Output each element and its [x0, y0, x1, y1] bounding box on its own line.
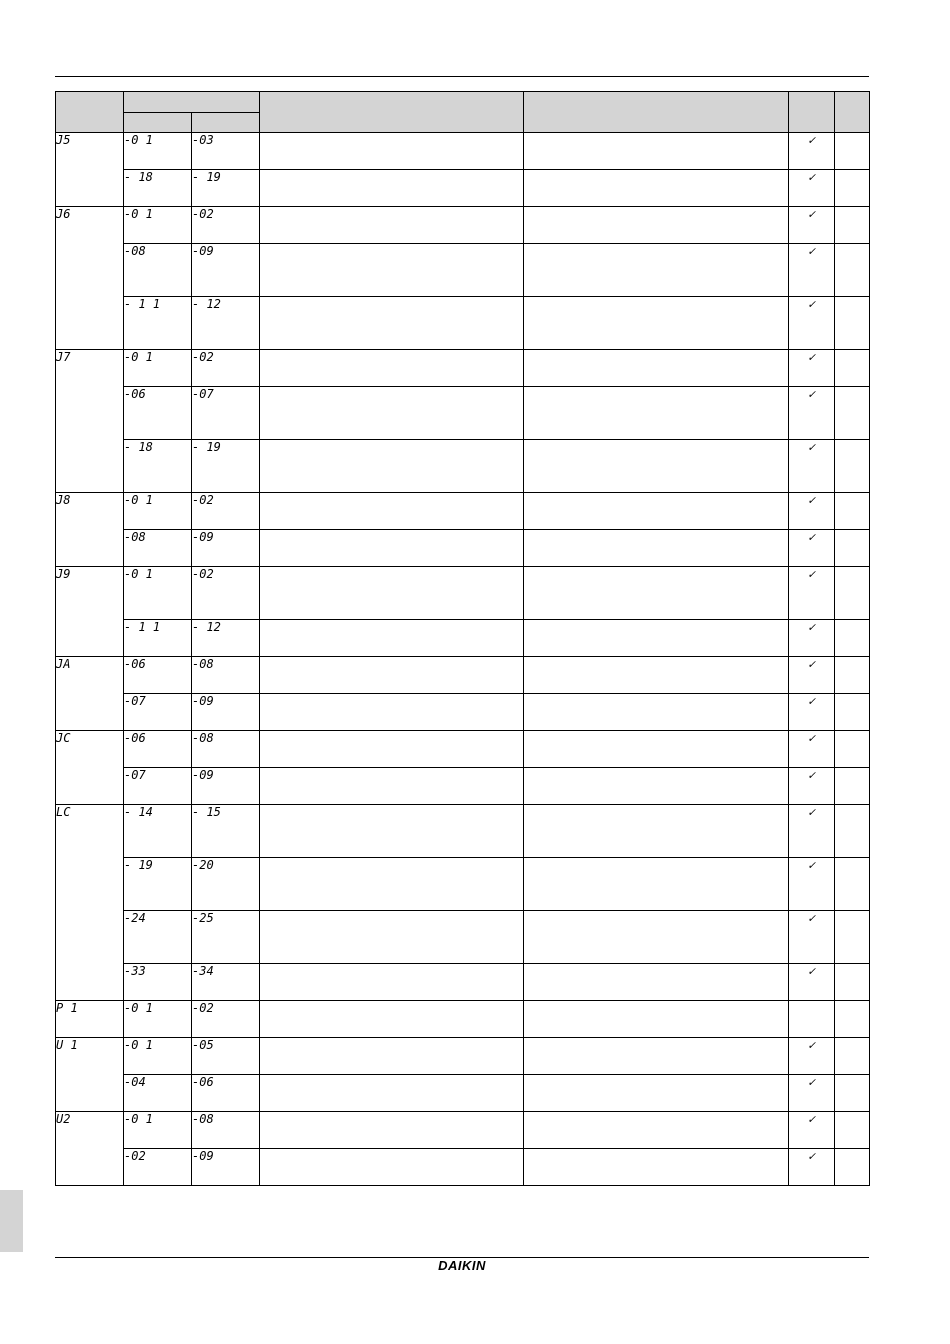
trigger-cell — [524, 244, 789, 297]
sub-code-from-cell: -08 — [124, 244, 192, 297]
description-cell — [260, 207, 524, 244]
header-sub-code-from — [124, 113, 192, 133]
sub-code-to-cell: - 15 — [192, 805, 260, 858]
description-cell — [260, 133, 524, 170]
check-cell — [789, 297, 835, 350]
description-cell — [260, 350, 524, 387]
check-cell — [789, 911, 835, 964]
trigger-cell — [524, 1075, 789, 1112]
trigger-cell — [524, 731, 789, 768]
table-row — [56, 805, 870, 858]
trigger-cell — [524, 858, 789, 911]
description-cell — [260, 244, 524, 297]
table-row — [56, 387, 870, 440]
description-cell — [260, 858, 524, 911]
extra-cell — [835, 133, 870, 170]
extra-cell — [835, 207, 870, 244]
sub-code-from-cell: -06 — [124, 731, 192, 768]
check-cell — [789, 440, 835, 493]
main-code-cell: J8 — [56, 493, 124, 567]
check-mark-icon: ✓ — [807, 768, 816, 782]
check-cell — [789, 805, 835, 858]
check-cell — [789, 530, 835, 567]
table-row — [56, 964, 870, 1001]
check-cell — [789, 170, 835, 207]
sub-code-from-cell: -07 — [124, 694, 192, 731]
trigger-cell — [524, 207, 789, 244]
sub-code-from-cell: -33 — [124, 964, 192, 1001]
table-row — [56, 133, 870, 170]
extra-cell — [835, 805, 870, 858]
daikin-logo: DAIKIN — [438, 1258, 486, 1273]
sub-code-to-cell: - 12 — [192, 297, 260, 350]
table-row — [56, 170, 870, 207]
main-code-cell: J9 — [56, 567, 124, 657]
extra-cell — [835, 694, 870, 731]
table-row — [56, 620, 870, 657]
extra-cell — [835, 964, 870, 1001]
main-code-cell: P 1 — [56, 1001, 124, 1038]
trigger-cell — [524, 768, 789, 805]
description-cell — [260, 1149, 524, 1186]
trigger-cell — [524, 567, 789, 620]
trigger-cell — [524, 133, 789, 170]
table-row — [56, 1112, 870, 1149]
extra-cell — [835, 911, 870, 964]
check-mark-icon: ✓ — [807, 858, 816, 872]
sub-code-to-cell: -06 — [192, 1075, 260, 1112]
check-cell — [789, 964, 835, 1001]
sub-code-to-cell: -05 — [192, 1038, 260, 1075]
check-mark-icon: ✓ — [807, 964, 816, 978]
extra-cell — [835, 493, 870, 530]
sub-code-from-cell: -0 1 — [124, 1112, 192, 1149]
extra-cell — [835, 244, 870, 297]
check-cell — [789, 350, 835, 387]
extra-cell — [835, 620, 870, 657]
trigger-cell — [524, 805, 789, 858]
sub-code-to-cell: - 19 — [192, 170, 260, 207]
main-code-cell: J6 — [56, 207, 124, 350]
description-cell — [260, 911, 524, 964]
sub-code-to-cell: - 12 — [192, 620, 260, 657]
trigger-cell — [524, 1149, 789, 1186]
table-row — [56, 530, 870, 567]
trigger-cell — [524, 440, 789, 493]
extra-cell — [835, 440, 870, 493]
trigger-cell — [524, 1038, 789, 1075]
error-code-table — [55, 91, 870, 1186]
sub-code-from-cell: -02 — [124, 1149, 192, 1186]
table-row — [56, 1149, 870, 1186]
extra-cell — [835, 1112, 870, 1149]
description-cell — [260, 731, 524, 768]
table-row — [56, 1038, 870, 1075]
sub-code-to-cell: -03 — [192, 133, 260, 170]
sub-code-from-cell: -0 1 — [124, 133, 192, 170]
trigger-cell — [524, 911, 789, 964]
sub-code-from-cell: -07 — [124, 768, 192, 805]
table-row — [56, 1075, 870, 1112]
description-cell — [260, 567, 524, 620]
description-cell — [260, 493, 524, 530]
sub-code-from-cell: - 1 1 — [124, 620, 192, 657]
sub-code-to-cell: -02 — [192, 493, 260, 530]
main-code-cell: U2 — [56, 1112, 124, 1186]
check-mark-icon: ✓ — [807, 567, 816, 581]
sub-code-from-cell: -0 1 — [124, 567, 192, 620]
table-row — [56, 694, 870, 731]
description-cell — [260, 387, 524, 440]
description-cell — [260, 1038, 524, 1075]
sub-code-to-cell: -20 — [192, 858, 260, 911]
main-code-cell: JC — [56, 731, 124, 805]
description-cell — [260, 657, 524, 694]
check-cell — [789, 1038, 835, 1075]
table-row — [56, 731, 870, 768]
extra-cell — [835, 170, 870, 207]
sub-code-from-cell: -0 1 — [124, 350, 192, 387]
sub-code-to-cell: -02 — [192, 567, 260, 620]
description-cell — [260, 170, 524, 207]
trigger-cell — [524, 657, 789, 694]
main-code-cell: J5 — [56, 133, 124, 207]
sub-code-from-cell: - 18 — [124, 170, 192, 207]
sub-code-to-cell: -02 — [192, 207, 260, 244]
sub-code-to-cell: -09 — [192, 694, 260, 731]
trigger-cell — [524, 964, 789, 1001]
main-code-cell: JA — [56, 657, 124, 731]
description-cell — [260, 1001, 524, 1038]
header-check-col-1 — [789, 92, 835, 133]
sub-code-from-cell: -0 1 — [124, 493, 192, 530]
description-cell — [260, 530, 524, 567]
trigger-cell — [524, 1112, 789, 1149]
table-row — [56, 858, 870, 911]
check-cell — [789, 244, 835, 297]
trigger-cell — [524, 694, 789, 731]
sub-code-from-cell: -04 — [124, 1075, 192, 1112]
check-mark-icon: ✓ — [807, 620, 816, 634]
table-row — [56, 1001, 870, 1038]
sub-code-to-cell: -25 — [192, 911, 260, 964]
trigger-cell — [524, 530, 789, 567]
description-cell — [260, 694, 524, 731]
sub-code-from-cell: -24 — [124, 911, 192, 964]
sub-code-from-cell: -06 — [124, 387, 192, 440]
table-row — [56, 567, 870, 620]
check-cell — [789, 387, 835, 440]
sub-code-to-cell: -34 — [192, 964, 260, 1001]
description-cell — [260, 440, 524, 493]
sub-code-from-cell: -0 1 — [124, 1038, 192, 1075]
sub-code-from-cell: -08 — [124, 530, 192, 567]
check-cell — [789, 207, 835, 244]
check-mark-icon: ✓ — [807, 207, 816, 221]
table-row — [56, 440, 870, 493]
header-description — [260, 92, 524, 133]
table-row — [56, 244, 870, 297]
check-cell — [789, 657, 835, 694]
sub-code-from-cell: - 14 — [124, 805, 192, 858]
check-mark-icon: ✓ — [807, 244, 816, 258]
sub-code-to-cell: -02 — [192, 350, 260, 387]
check-mark-icon: ✓ — [807, 911, 816, 925]
extra-cell — [835, 858, 870, 911]
check-cell — [789, 493, 835, 530]
description-cell — [260, 964, 524, 1001]
main-code-cell: U 1 — [56, 1038, 124, 1112]
description-cell — [260, 620, 524, 657]
extra-cell — [835, 731, 870, 768]
check-mark-icon: ✓ — [807, 731, 816, 745]
trigger-cell — [524, 493, 789, 530]
table-row — [56, 350, 870, 387]
check-cell — [789, 694, 835, 731]
extra-cell — [835, 350, 870, 387]
check-cell — [789, 1075, 835, 1112]
description-cell — [260, 1075, 524, 1112]
sub-code-to-cell: -08 — [192, 1112, 260, 1149]
main-code-cell: J7 — [56, 350, 124, 493]
header-check-col-2 — [835, 92, 870, 133]
table-row — [56, 911, 870, 964]
sub-code-from-cell: - 18 — [124, 440, 192, 493]
check-cell — [789, 1001, 835, 1038]
check-mark-icon: ✓ — [807, 387, 816, 401]
trigger-cell — [524, 620, 789, 657]
sub-code-to-cell: -09 — [192, 768, 260, 805]
extra-cell — [835, 1001, 870, 1038]
check-mark-icon: ✓ — [807, 440, 816, 454]
sub-code-from-cell: -0 1 — [124, 207, 192, 244]
extra-cell — [835, 530, 870, 567]
table-header — [56, 92, 870, 133]
extra-cell — [835, 387, 870, 440]
check-cell — [789, 1112, 835, 1149]
description-cell — [260, 297, 524, 350]
table-body — [56, 133, 870, 1186]
check-cell — [789, 731, 835, 768]
trigger-cell — [524, 297, 789, 350]
sub-code-from-cell: -06 — [124, 657, 192, 694]
sub-code-to-cell: -08 — [192, 657, 260, 694]
sub-code-to-cell: -09 — [192, 530, 260, 567]
table-row — [56, 297, 870, 350]
description-cell — [260, 805, 524, 858]
check-mark-icon: ✓ — [807, 493, 816, 507]
check-cell — [789, 768, 835, 805]
trigger-cell — [524, 170, 789, 207]
sub-code-from-cell: -0 1 — [124, 1001, 192, 1038]
check-mark-icon: ✓ — [807, 297, 816, 311]
sub-code-from-cell: - 19 — [124, 858, 192, 911]
sub-code-to-cell: -07 — [192, 387, 260, 440]
description-cell — [260, 1112, 524, 1149]
extra-cell — [835, 1038, 870, 1075]
table-row — [56, 657, 870, 694]
table-row — [56, 207, 870, 244]
header-main-code — [56, 92, 124, 133]
trigger-cell — [524, 1001, 789, 1038]
extra-cell — [835, 1075, 870, 1112]
check-mark-icon: ✓ — [807, 1112, 816, 1126]
header-sub-code — [124, 92, 260, 113]
check-mark-icon: ✓ — [807, 133, 816, 147]
extra-cell — [835, 567, 870, 620]
extra-cell — [835, 657, 870, 694]
main-code-cell: LC — [56, 805, 124, 1001]
extra-cell — [835, 297, 870, 350]
trigger-cell — [524, 350, 789, 387]
trigger-cell — [524, 387, 789, 440]
check-mark-icon: ✓ — [807, 805, 816, 819]
check-mark-icon: ✓ — [807, 1149, 816, 1163]
header-rule — [55, 76, 869, 77]
check-cell — [789, 620, 835, 657]
side-tab — [0, 1190, 23, 1252]
extra-cell — [835, 1149, 870, 1186]
check-mark-icon: ✓ — [807, 1038, 816, 1052]
extra-cell — [835, 768, 870, 805]
sub-code-from-cell: - 1 1 — [124, 297, 192, 350]
header-trigger — [524, 92, 789, 133]
sub-code-to-cell: -02 — [192, 1001, 260, 1038]
description-cell — [260, 768, 524, 805]
sub-code-to-cell: -09 — [192, 1149, 260, 1186]
check-mark-icon: ✓ — [807, 694, 816, 708]
table-row — [56, 768, 870, 805]
check-cell — [789, 1149, 835, 1186]
sub-code-to-cell: -08 — [192, 731, 260, 768]
header-sub-code-to — [192, 113, 260, 133]
check-cell — [789, 567, 835, 620]
check-mark-icon: ✓ — [807, 657, 816, 671]
check-mark-icon: ✓ — [807, 170, 816, 184]
check-cell — [789, 133, 835, 170]
sub-code-to-cell: - 19 — [192, 440, 260, 493]
check-cell — [789, 858, 835, 911]
sub-code-to-cell: -09 — [192, 244, 260, 297]
check-mark-icon: ✓ — [807, 1075, 816, 1089]
table-row — [56, 493, 870, 530]
check-mark-icon: ✓ — [807, 350, 816, 364]
check-mark-icon: ✓ — [807, 530, 816, 544]
